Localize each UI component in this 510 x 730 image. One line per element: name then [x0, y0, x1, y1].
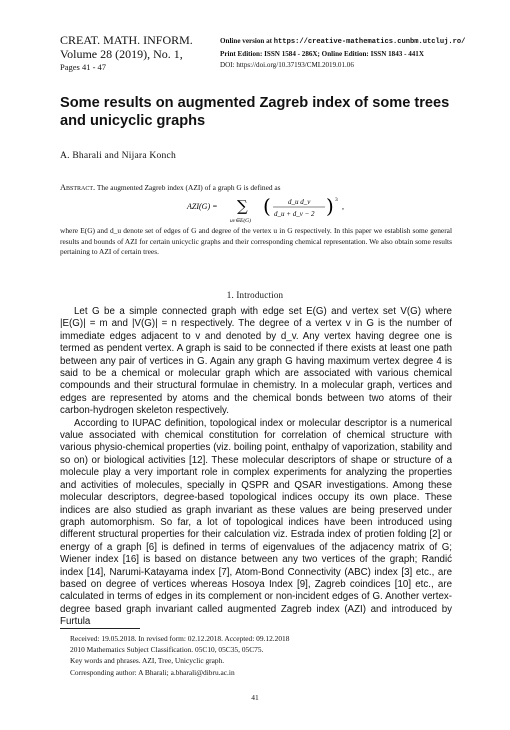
formula-exponent: 3 — [335, 197, 338, 203]
abstract-label: Abstract. — [60, 183, 96, 192]
journal-name: CREAT. MATH. INFORM. — [60, 33, 193, 47]
online-version — [220, 36, 465, 49]
section-heading-introduction: 1. Introduction — [226, 290, 284, 300]
footnote-keywords: Key words and phrases. AZI, Tree, Unicyclic graph. — [70, 656, 225, 666]
formula-sum-index: uv∈E(G) — [230, 218, 251, 224]
formula-left-paren: ( — [263, 194, 271, 218]
formula-lhs: AZI(G) = — [187, 202, 218, 211]
online-url-link[interactable]: https://creative-mathematics.cunbm.utcluj.ro/ — [273, 38, 466, 46]
journal-volume: Volume 28 (2019), No. 1, — [60, 47, 183, 61]
page-number: 41 — [251, 693, 259, 702]
introduction-body — [60, 306, 452, 629]
paragraph-2: According to IUPAC definition, topological index or molecular descriptor is a numerical value associated with chemical constitution for correlation of chemical structure with various physio-chemical properties (viz. boiling point, enthalpy of vaporization, stability and so on) or biological activities [12]. These molecular descriptors of shape or structure of a molecule play a very important role in complex experiments for analyzing the properties and activities of molecules, specially in QSPR and QSAR investigations. Among these molecular descriptors, degree-based topological indices occupy its own place. These indices are also studied as graph invariant as these values are being preserved under graph automorphism. So far, a lot of topological indices have been introduced using different structural properties for their calculation viz. Estrada index of protien folding [2] or energy of a graph [6] is defined in terms of eigenvalues of the adjacency matrix of G; Wiener index [16] is based on distance between any two vertices of the graph; Randić index [14], Narumi-Katayama index [7], Atom-Bond Connectivity (ABC) index [3] etc., are based on degree of vertices whereas Hosoya Index [9], Zagreb coindices [10] etc., are calculated in terms of edges in its complement or non-incident edges of G. Another vertex-degree based graph invariant called augmented Zagreb index (AZI) and introduced by Furtula — [60, 417, 452, 628]
footnote-received: Received: 19.05.2018. In revised form: 02.12.2018. Accepted: 09.12.2018 — [70, 634, 290, 643]
formula-comma: , — [342, 202, 344, 211]
formula-right-paren: ) — [326, 194, 334, 218]
issn-line: Print Edition: ISSN 1584 - 286X; Online Edition: ISSN 1843 - 441X — [220, 49, 424, 58]
abstract-body: where E(G) and d_u denote set of edges of G and degree of the vertex u in G respectively. In this paper we establish some general results and bounds of AZI for certain unicyclic graphs and their corresponding chemical representation. We also obtain some results pertaining to AZI of certain trees. — [60, 226, 452, 257]
abstract-intro — [60, 182, 452, 193]
footnote-corresponding: Corresponding author: A Bharali; a.bharali@dibru.ac.in — [70, 667, 235, 677]
online-prefix: Online version at — [220, 37, 274, 45]
formula-numerator: d_u d_v — [288, 198, 311, 206]
footnote-msc: 2010 Mathematics Subject Classification. 05C10, 05C35, 05C75. — [70, 645, 264, 655]
journal-header — [60, 33, 193, 73]
paper-title: Some results on augmented Zagreb index of some trees and unicyclic graphs — [60, 95, 450, 129]
formula-sum-sign: ∑ — [237, 197, 248, 215]
journal-pages: Pages 41 - 47 — [60, 62, 107, 72]
paper-authors: A. Bharali and Nijara Konch — [60, 150, 176, 161]
formula-denominator: d_u + d_v − 2 — [274, 210, 315, 218]
footnotes — [60, 633, 452, 678]
footnote-divider — [60, 628, 140, 629]
paragraph-1: Let G be a simple connected graph with edge set E(G) and vertex set V(G) where |E(G)| = m and |V(G)| = n respectively. The degree of a vertex v in G is the number of immediate edges adjacent to v and denoted by d_v. Any vertex having degree one is termed as pendent vertex. A graph is said to be connected if there exists at least one path between any pair of vertices in G. Again any graph G having maximum vertex degree 4 is said to be a chemical or molecular graph which are associated with various chemical compounds and their structural formulae in chemistry. In a molecular graph, vertices and edges are represented by atoms and the chemical bonds between two atoms of their carbon-hydrogen skeleton respectively. — [60, 306, 452, 417]
publication-info — [220, 36, 465, 72]
azi-formula — [185, 194, 405, 224]
doi-link[interactable]: DOI: https://doi.org/10.37193/CMI.2019.01.06 — [220, 61, 354, 69]
abstract-intro-text: The augmented Zagreb index (AZI) of a graph G is defined as — [96, 183, 281, 192]
